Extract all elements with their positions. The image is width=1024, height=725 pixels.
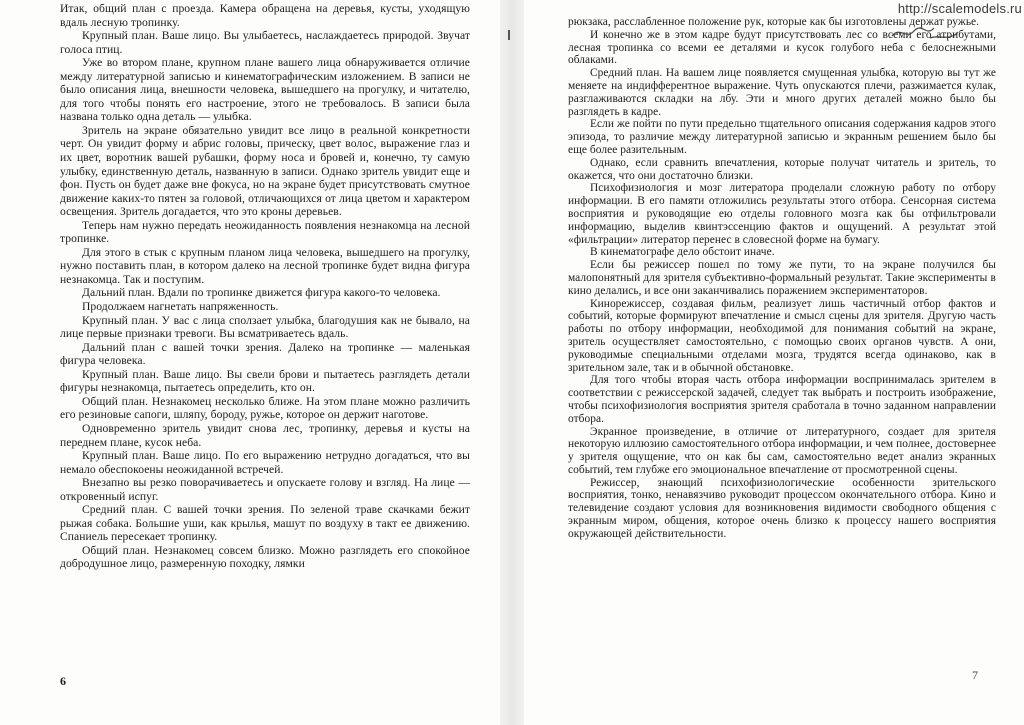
page-number-right: 7 [972, 668, 978, 682]
paragraph: В кинематографе дело обстоит иначе. [590, 246, 775, 259]
paragraph: Для того чтобы вторая часть отбора информации воспринималась зрителем в соответствии с режиссерской задачей, следует так выбрать и построить изображение, чтобы психофизиология восприятия зрителя сработала в точно заданном направлении отбора. [568, 374, 996, 425]
paragraph: Общий план. Незнакомец совсем близко. Можно разглядеть его спокойное добродушное лицо, размеренную походку, лямки [60, 543, 470, 571]
paragraph: Зритель на экране обязательно увидит все лицо в реальной конкретности черт. Он увидит форму и абрис головы, прическу, цвет волос, выражение глаз и их цвет, воротник вашей рубашки, форму носа и бровей и, конечно, ту самую улыбку, единственную деталь, названную в записи. Однако зритель увидит еще и фон. Пусть он будет даже вне фокуса, но на экране будет присутствовать смутное движение каких-то пятен за головой, отличающихся от лица цветом и характером освещения. Зритель догадается, что это кроны деревьев. [60, 123, 470, 219]
paragraph: Одновременно зритель увидит снова лес, тропинку, деревья и кусты на переднем плане, кусок неба. [60, 421, 470, 449]
paragraph: Кинорежиссер, создавая фильм, реализует лишь частичный отбор фактов и событий, которые формируют впечатление и смысл сцены для зрителя. Другую часть работы по отбору информации, необходимой для понимания событий на экране, зритель осуществляет самостоятельно, с помощью своих органов чувств. А они, руководимые специальными отделами мозга, трудятся всегда одинаково, как в зрительном зале, так и в обычной обстановке. [568, 297, 996, 374]
paragraph: Для этого в стык с крупным планом лица человека, вышедшего на прогулку, нужно поставить план, в котором далеко на лесной тропинке будет видна фигура незнакомца. Так и поступим. [60, 245, 470, 286]
gutter-mark [508, 30, 510, 40]
pen-scribble-icon [890, 22, 960, 44]
left-page-text [60, 2, 470, 571]
paragraph: Средний план. На вашем лице появляется смущенная улыбка, которую вы тут же меняете на индифферентное выражение. Чуть опускаются плечи, разжимается кулак, разглаживаются складки на лбу. Эти и много других деталей можно было бы разглядеть в кадре. [568, 67, 996, 118]
paragraph: Средний план. С вашей точки зрения. По зеленой траве скачками бежит рыжая собака. Большие уши, как крылья, машут по воздуху в такт ее движению. Спаниель пересекает тропинку. [60, 503, 470, 544]
left-page [0, 0, 500, 725]
paragraph: Крупный план. У вас с лица сползает улыбка, благодушия как не бывало, на лице первые признаки тревоги. Вы всматриваетесь вдаль. [60, 313, 470, 341]
right-page [524, 0, 1024, 725]
paragraph: Психофизиология и мозг литератора проделали сложную работу по отбору информации. В его памяти отложились результаты этого отбора. Сенсорная система восприятия и руководящие ею отделы головного мозга как бы отфильтровали информацию, выделив квинтэссенцию фактов и ощущений. А результат этой «фильтрации» литератор перенес в словесной форме на бумагу. [568, 182, 996, 246]
paragraph: Крупный план. Ваше лицо. По его выражению нетрудно догадаться, что вы немало обеспокоены неожиданной встречей. [60, 449, 470, 476]
paragraph: Итак, общий план с проезда. Камера обращена на деревья, кусты, уходящую вдаль лесную тропинку. [60, 2, 470, 29]
paragraph: рюкзака, расслабленное положение рук, которые как бы изготовлены держат ружье. [568, 16, 980, 28]
paragraph: Экранное произведение, в отличие от литературного, создает для зрителя некоторую иллюзию самостоятельного отбора информации, и чем полнее, достовернее у зрителя ощущение, что он как бы сам, самостоятельно ведет анализ экранных событий, тем глубже его эмоциональное впечатление от просмотренной сцены. [568, 425, 996, 476]
book-gutter [500, 0, 524, 725]
paragraph: Дальний план. Вдали по тропинке движется фигура какого-то человека. [82, 286, 441, 300]
paragraph: Крупный план. Ваше лицо. Вы свели брови и пытаетесь разглядеть детали фигуры незнакомца, пытаетесь определить, кто он. [60, 367, 470, 395]
paragraph: Однако, если сравнить впечатления, которые получат читатель и зритель, то окажется, что они достаточно близки. [568, 156, 996, 182]
paragraph: Крупный план. Ваше лицо. Вы улыбаетесь, наслаждаетесь природой. Звучат голоса птиц. [60, 29, 470, 56]
page-number-left: 6 [60, 674, 66, 688]
right-page-text [568, 16, 996, 541]
paragraph: Если же пойти по пути предельно тщательного описания содержания кадров этого эпизода, то различие между литературной записью и экранным решением было бы еще более разительным. [568, 118, 996, 156]
paragraph: Общий план. Незнакомец несколько ближе. На этом плане можно различить его резиновые сапоги, шляпу, бороду, ружье, которое он держит наготове. [60, 394, 470, 422]
paragraph: Уже во втором плане, крупном плане вашего лица обнаруживается отличие между литературной записью и кинематографическим изложением. В записи не было описания лица, внешности человека, вышедшего на прогулку, и читателю, для того чтобы понять его настроение, этого не требовалось. В записи была названа только одна деталь — улыбка. [60, 56, 470, 124]
paragraph: Дальний план с вашей точки зрения. Далеко на тропинке — маленькая фигура человека. [60, 340, 470, 368]
paragraph: Режиссер, знающий психофизиологические особенности зрительского восприятия, тонко, ненавязчиво руководит процессом окончательного отбора. Кино и телевидение создают условия для возникновения видимости свободного общения с экранным миром, общения, которое очень близко к процессу нашего восприятия окружающей действительности. [568, 476, 996, 540]
paragraph: Внезапно вы резко поворачиваетесь и опускаете голову и взгляд. На лице — откровенный испуг. [60, 476, 470, 503]
paragraph: И конечно же в этом кадре будут присутствовать лес со всеми его атрибутами, лесная тропинка со всеми ее деталями и кусок голубого неба с белоснежными облаками. [568, 28, 996, 67]
watermark[interactable]: http://scalemodels.ru [897, 1, 1022, 16]
paragraph: Если бы режиссер пошел по тому же пути, то на экране получился бы малопонятный для зрителя субъективно-формальный результат. Такие эксперименты в кино делались, и все они заканчивались поражением экспериментаторов. [568, 259, 996, 297]
paragraph: Продолжаем нагнетать напряженность. [82, 300, 279, 314]
paragraph: Теперь нам нужно передать неожиданность появления незнакомца на лесной тропинке. [60, 218, 470, 246]
